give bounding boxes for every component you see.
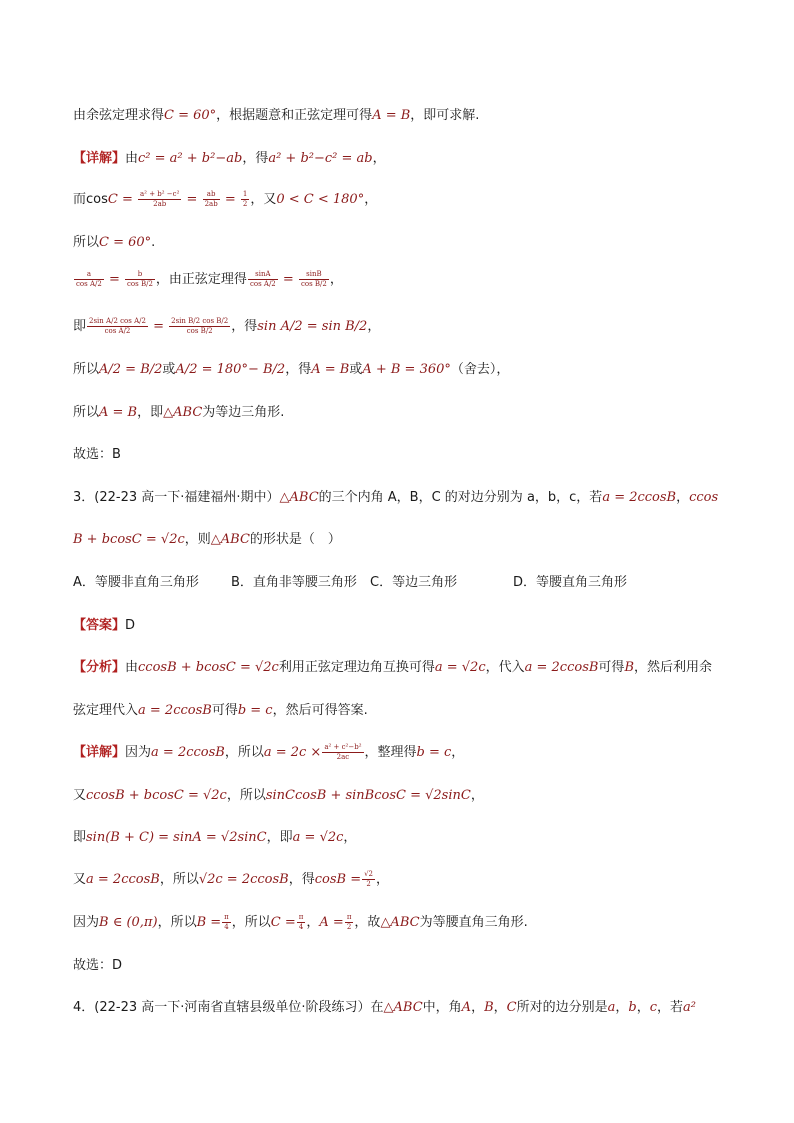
text: 利用正弦定理边角互换可得 [278, 660, 435, 675]
formula: a = 2ccosB [602, 490, 677, 505]
text: 又 [73, 788, 87, 803]
detail-line-3 [73, 233, 734, 253]
question-3-line-2 [73, 530, 734, 550]
formula: a = √2c [434, 660, 486, 675]
detail-line-7 [73, 403, 734, 423]
text: ，然后利用余 [634, 660, 713, 675]
answer-choice-line [73, 445, 734, 465]
text: ，然后可得答案. [272, 703, 368, 718]
text: ，所以 [224, 745, 264, 760]
formula: B [624, 660, 634, 675]
analysis-line-1 [73, 106, 734, 126]
text: 弦定理代入 [73, 703, 139, 718]
formula: △ABC [380, 915, 420, 930]
text: ，整理得 [364, 745, 417, 760]
detail-line-1 [73, 149, 734, 169]
text: ，又 [250, 192, 277, 207]
formula: b [628, 1000, 637, 1015]
formula: a = 2ccosB [524, 660, 599, 675]
text: ， [470, 788, 484, 803]
text: ，则 [184, 532, 211, 547]
text: 所以 [73, 235, 100, 250]
text: ， [306, 915, 320, 930]
formula: C = 60° [99, 235, 152, 250]
fraction: $\frac{\pi}{4}$ [224, 913, 229, 931]
text: 故选：B [73, 447, 121, 462]
fraction: $\frac{b}{\text{cos B/2}}$ [127, 270, 153, 288]
text: 又 [73, 872, 87, 887]
question-4-line-1 [73, 998, 734, 1018]
solution-choice-line [73, 956, 734, 976]
formula: C = [107, 192, 133, 207]
formula: △ABC [163, 405, 203, 420]
text: ，所以 [159, 872, 199, 887]
text: 的三个内角 A，B，C 的对边分别为 a，b，c，若 [318, 490, 603, 505]
text: ，代入 [485, 660, 525, 675]
text: ， [364, 192, 378, 207]
formula: a = 2ccosB [151, 745, 225, 760]
formula: cosB = [314, 872, 362, 887]
text: 可得 [598, 660, 625, 675]
text: ，所以 [226, 788, 266, 803]
text: ， [372, 151, 386, 166]
text: ，所以 [231, 915, 271, 930]
text: ， [451, 745, 465, 760]
formula: A = [319, 915, 344, 930]
text: 所对的边分别是 [516, 1000, 608, 1015]
question-3-line-1 [73, 488, 734, 508]
text: 中，角 [422, 1000, 462, 1015]
question-source: 3．(22-23 高一下·福建福州·期中） [73, 490, 280, 505]
formula: b = c [416, 745, 452, 760]
solution-line-4 [73, 870, 734, 890]
text: ，根据题意和正弦定理可得 [216, 108, 373, 123]
text: 由余弦定理求得 [73, 108, 165, 123]
formula: A/2 = 180°− B/2 [175, 362, 286, 377]
solution-line-1 [73, 743, 734, 763]
formula: △ABC [383, 1000, 423, 1015]
text: 的形状是（ ） [249, 532, 341, 547]
text: ，得 [231, 319, 258, 334]
text: ， [676, 490, 690, 505]
detail-tag: 【详解】 [73, 151, 126, 166]
text: 所以 [73, 362, 100, 377]
text: 因为 [125, 745, 152, 760]
text: ， [376, 872, 390, 887]
text: 或 [349, 362, 363, 377]
text: 即 [73, 830, 87, 845]
text: ，即可求解. [410, 108, 480, 123]
text: 而cos [73, 192, 108, 207]
text: ， [367, 319, 381, 334]
answer-tag: 【答案】 [73, 618, 126, 633]
formula: a [607, 1000, 616, 1015]
fraction: $\frac{\text{2sin B/2 cos B/2}}{\text{cos B/2}}$ [171, 317, 229, 335]
text: 故选：D [73, 958, 123, 973]
fraction: $\frac{ab}{2ab}$ [204, 190, 218, 208]
fraction: $\frac{√2}{2}$ [364, 870, 374, 888]
formula: sin(B + C) = sinA = √2sinC [86, 830, 267, 845]
text: ，得 [242, 151, 269, 166]
text: ，所以 [157, 915, 197, 930]
formula: C [506, 1000, 517, 1015]
formula: ccosB + bcosC = √2c [86, 788, 227, 803]
formula: 0 < C < 180° [276, 192, 365, 207]
fraction: $\frac{\text{a² + c²−b²}}{2ac}$ [324, 743, 362, 761]
formula: B [484, 1000, 494, 1015]
text: 由 [125, 660, 139, 675]
options-row [73, 573, 734, 593]
detail-line-5: 即 $\frac{\text{2sin A/2 cos A/2}}{\text{cos A/2}}$ = $\frac{\text{2sin B/2 cos B/2}}{\text{cos B/2}}$ ，得sin A/2 = sin B/2， [73, 317, 381, 335]
text: ，若 [657, 1000, 684, 1015]
text: . [151, 235, 156, 250]
formula: B + bcosC = √2c [73, 532, 185, 547]
option-c: C．等边三角形 [370, 575, 458, 590]
question-source: 4．(22-23 高一下·河南省直辖县级单位·阶段练习）在 [73, 1000, 384, 1015]
analysis-line-3 [73, 701, 734, 721]
text: ， [471, 1000, 485, 1015]
text: 即 [73, 319, 87, 334]
fraction: $\frac{\sin B}{\text{cos B/2}}$ [300, 270, 327, 288]
formula: △ABC [279, 490, 319, 505]
text: ，得 [285, 362, 312, 377]
formula: b = c [237, 703, 273, 718]
fraction: $\frac{\sin A}{\text{cos A/2}}$ [249, 270, 276, 288]
detail-line-2: 而cosC = $\frac{\text{a² + b² −c²}}{2ab}$ = $\frac{ab}{2ab}$ = $\frac{1}{2}$ ，又0 < C < 180°， [73, 190, 378, 208]
fraction: $\frac{a}{\text{cos A/2}}$ [76, 270, 102, 288]
formula: a = 2c × [263, 745, 322, 760]
option-d: D．等腰直角三角形 [513, 575, 628, 590]
option-b: B．直角非等腰三角形 [231, 575, 357, 590]
formula: a² [683, 1000, 697, 1015]
formula: a = √2c [292, 830, 344, 845]
solution-line-3 [73, 828, 734, 848]
text: ，即 [266, 830, 293, 845]
text: 因为 [73, 915, 100, 930]
option-a: A．等腰非直角三角形 [73, 575, 199, 590]
text: ，故 [354, 915, 381, 930]
fraction: $\frac{\text{a² + b² −c²}}{2ab}$ [140, 190, 180, 208]
text: 所以 [73, 405, 100, 420]
formula: ccos [689, 490, 719, 505]
fraction: $\frac{\text{2sin A/2 cos A/2}}{\text{cos A/2}}$ [89, 317, 146, 335]
formula: a = 2ccosB [86, 872, 160, 887]
formula: A = B [99, 405, 138, 420]
analysis-line-2 [73, 658, 734, 678]
text: 可得 [211, 703, 238, 718]
formula: a² + b²−c² = ab [268, 151, 373, 166]
formula: c² = a² + b²−ab [138, 151, 243, 166]
formula: A + B = 360° [362, 362, 451, 377]
formula: C = [270, 915, 296, 930]
text: ，得 [288, 872, 315, 887]
formula: B ∈ (0,π) [99, 915, 158, 930]
fraction: $\frac{\pi}{4}$ [298, 913, 304, 931]
formula: B = [196, 915, 222, 930]
formula: A/2 = B/2 [99, 362, 163, 377]
text: 或 [162, 362, 176, 377]
text: ，即 [137, 405, 164, 420]
formula: C = 60° [164, 108, 217, 123]
fraction: $\frac{\pi}{2}$ [346, 913, 352, 931]
text: ， [343, 830, 357, 845]
text: ， [615, 1000, 629, 1015]
formula: a = 2ccosB [138, 703, 212, 718]
analysis-tag: 【分析】 [73, 660, 126, 675]
detail-tag: 【详解】 [73, 745, 126, 760]
formula: A = B [372, 108, 411, 123]
answer-value: D [125, 618, 136, 633]
formula: c [649, 1000, 658, 1015]
text: 为等腰直角三角形. [419, 915, 528, 930]
solution-line-5 [73, 913, 734, 933]
formula: ccosB + bcosC = √2c [138, 660, 279, 675]
formula: A = B [311, 362, 350, 377]
text: ， [493, 1000, 507, 1015]
text: 为等边三角形. [202, 405, 285, 420]
solution-line-2 [73, 786, 734, 806]
text: ， [636, 1000, 650, 1015]
formula: A [461, 1000, 472, 1015]
text: ， [329, 272, 343, 287]
text: 由 [125, 151, 139, 166]
formula: sin A/2 = sin B/2 [257, 319, 368, 334]
text: ，由正弦定理得 [155, 272, 247, 287]
formula: △ABC [210, 532, 250, 547]
detail-line-6 [73, 360, 734, 380]
text: （舍去）， [450, 362, 510, 377]
fraction: $\frac{1}{2}$ [242, 190, 248, 208]
answer-line [73, 616, 734, 636]
formula: √2c = 2ccosB [198, 872, 289, 887]
formula: sinCcosB + sinBcosC = √2sinC [265, 788, 471, 803]
detail-line-4: $\frac{a}{\text{cos A/2}}$ = $\frac{b}{\text{cos B/2}}$ ，由正弦定理得 $\frac{\sin A}{\text{cos A/2}}$ = $\frac{\sin B}{\text{cos B/2}}$ ， [76, 270, 343, 288]
